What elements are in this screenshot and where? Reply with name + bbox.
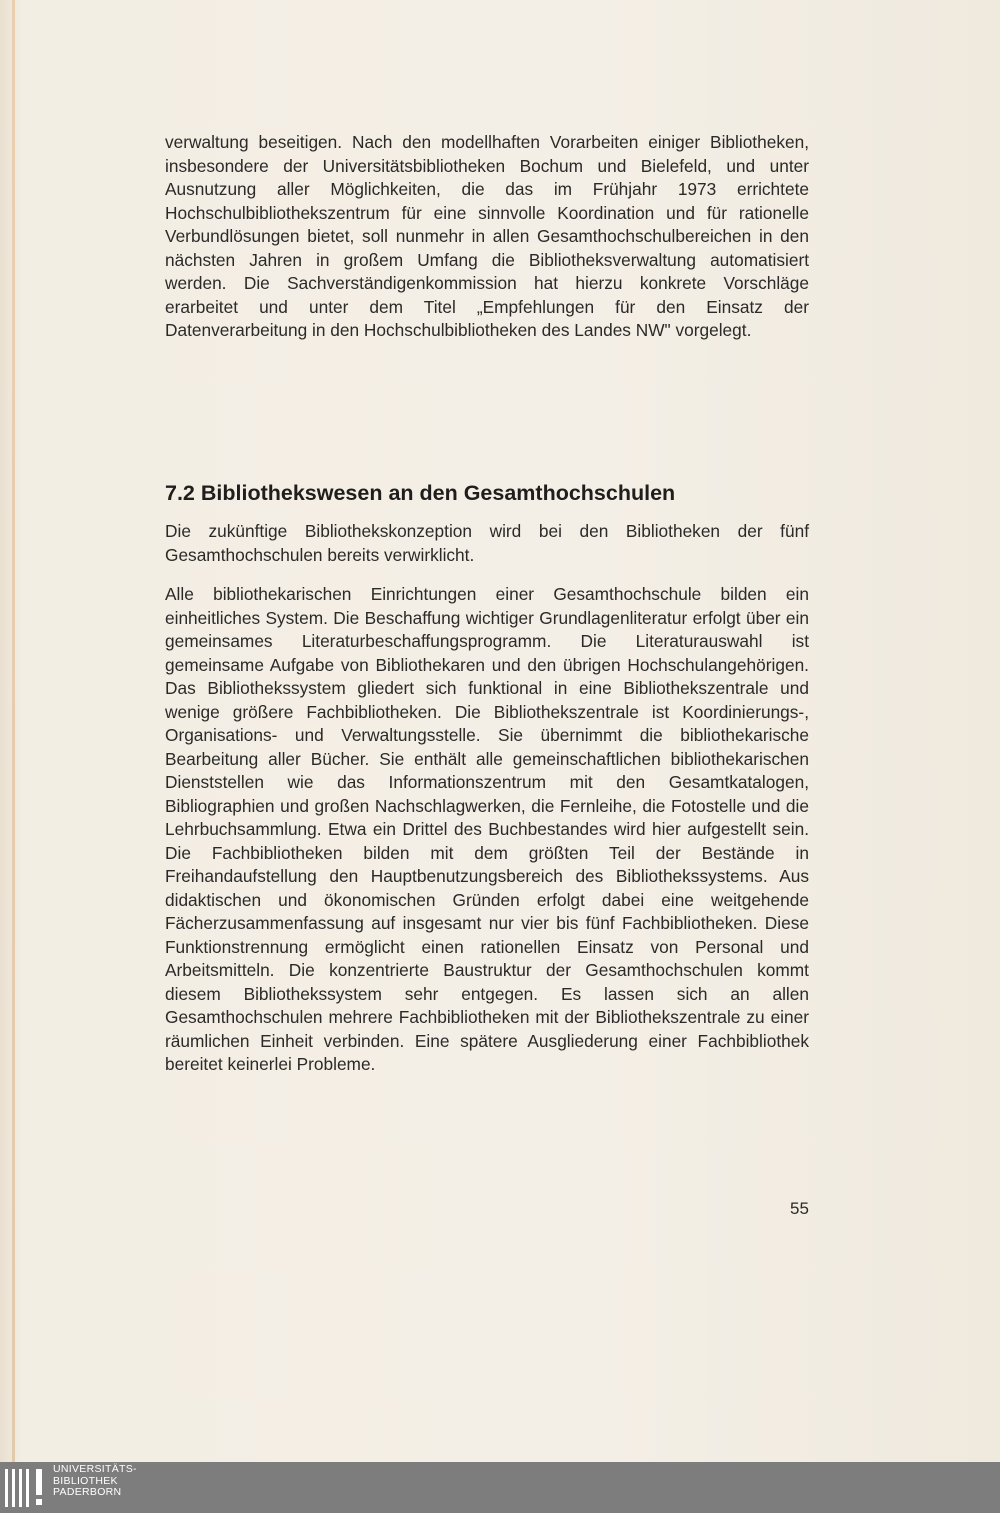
- body-paragraph-2: Alle bibliothekarischen Einrichtungen einer Gesamthochschule bilden ein einheitliches System. Die Beschaffung wichtiger Grundlagenliteratur erfolgt über ein gemeinsames Literaturbeschaffungsprogramm. Die Literaturauswahl ist gemeinsame Aufgabe von Bibliothekaren und den übrigen Hochschulangehörigen. Das Bibliothekssystem gliedert sich funktional in eine Bibliothekszentrale und wenige größere Fachbibliotheken. Die Bibliothekszentrale ist Koordinierungs-, Organisations- und Verwaltungsstelle. Sie übernimmt die bibliothekarische Bearbeitung aller Bücher. Sie enthält alle gemeinschaftlichen bibliothekarischen Dienststellen wie das Informationszentrum mit den Gesamtkatalogen, Bibliographien und großen Nachschlagwerken, die Fernleihe, die Fotostelle und die Lehrbuchsammlung. Etwa ein Drittel des Buchbestandes wird hier aufgestellt sein. Die Fachbibliotheken bilden mit dem größten Teil der Bestände in Freihandaufstellung den Hauptbenutzungsbereich des Bibliothekssystems. Aus didaktischen und ökonomischen Gründen erfolgt dabei eine weitgehende Fächerzusammenfassung auf insgesamt nur vier bis fünf Fachbibliotheken. Diese Funktionstrennung ermöglicht einen rationellen Einsatz von Personal und Arbeitsmitteln. Die konzentrierte Baustruktur der Gesamthochschulen kommt diesem Bibliothekssystem sehr entgegen. Es lassen sich an allen Gesamthochschulen mehrere Fachbibliotheken mit der Bibliothekszentrale zu einer räumlichen Einheit verbinden. Eine spätere Ausgliederung einer Fachbibliothek bereitet keinerlei Probleme.: [165, 584, 809, 1074]
- body-paragraph-1: verwaltung beseitigen. Nach den modellhaften Vorarbeiten einiger Bibliotheken, insbesondere der Universitätsbibliotheken Bochum und Bielefeld, und unter Ausnutzung aller Möglichkeiten, die das im Frühjahr 1973 errichtete Hochschulbibliothekszentrum für eine sinnvolle Koordination und für rationelle Verbundlösungen bietet, soll nunmehr in allen Gesamthochschulbereichen in den nächsten Jahren in großem Umfang die Bibliotheksverwaltung automatisiert werden. Die Sachverständigenkommission hat hierzu konkrete Vorschläge erarbeitet und unter dem Titel „Empfehlungen für den Einsatz der Datenverarbeitung in den Hochschulbibliotheken des Landes NW" vorgelegt.: [165, 132, 809, 340]
- section-intro-paragraph: Die zukünftige Bibliothekskonzeption wird bei den Bibliotheken der fünf Gesamthochschulen bereits verwirklicht.: [165, 521, 809, 565]
- institution-name: [53, 1464, 137, 1499]
- institution-line-1: UNIVERSITÄTS-: [53, 1463, 137, 1475]
- section-heading: 7.2 Bibliothekswesen an den Gesamthochschulen: [165, 481, 676, 505]
- footer-bar: [0, 1462, 1000, 1513]
- page-number: 55: [790, 1199, 809, 1218]
- library-logo-icon: [3, 1465, 49, 1511]
- institution-line-3: PADERBORN: [53, 1486, 122, 1498]
- institution-line-2: BIBLIOTHEK: [53, 1474, 118, 1487]
- page-binding-edge: [12, 0, 15, 1462]
